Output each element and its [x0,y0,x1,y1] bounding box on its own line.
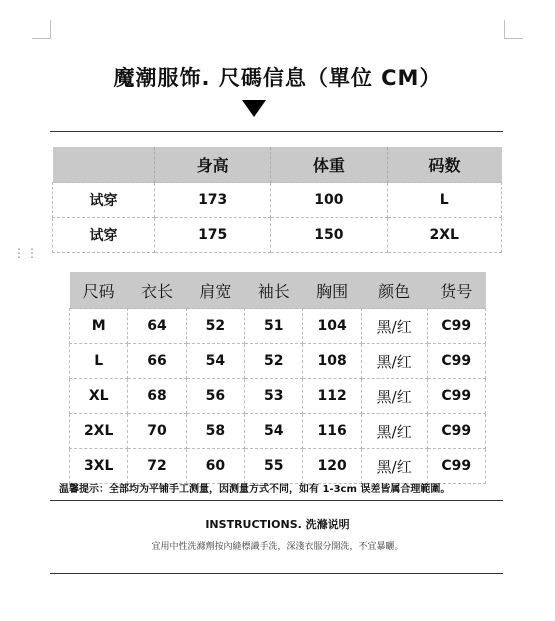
table-row [70,309,486,344]
table-cell: 黑/红 [361,309,427,344]
down-arrow-icon [242,100,266,117]
header-cell: 颜色 [361,272,427,309]
header-cell: 尺码 [70,272,128,309]
table-cell: XL [70,379,128,414]
table-cell: 60 [186,449,244,484]
header-cell: 袖长 [245,272,303,309]
table-cell: 2XL [387,218,501,253]
header-cell: 体重 [271,147,387,183]
table-cell: 试穿 [53,218,155,253]
table-cell: 黑/红 [361,344,427,379]
table-cell: 175 [155,218,271,253]
table-cell: 104 [303,309,361,344]
table-cell: 108 [303,344,361,379]
table-cell: 58 [186,414,244,449]
table-cell: 72 [128,449,186,484]
measurement-note: 温馨提示：全部均为平铺手工测量，因测量方式不同，如有 1-3cm 误差皆属合理範圍。 [59,484,451,495]
size-table-header [70,272,486,309]
table-row [70,414,486,449]
fit-table-header [53,147,502,183]
instructions-text: 宜用中性洗滌劑按內縫標識手洗，深淺衣服分開洗，不宜暴曬。 [151,542,404,552]
drag-handle-icon[interactable]: ⋮⋮ [13,246,39,260]
header-cell: 衣长 [128,272,186,309]
table-cell: 56 [186,379,244,414]
divider [50,131,503,132]
table-row [70,449,486,484]
table-cell: 66 [128,344,186,379]
page-corner-mark [504,20,523,39]
table-cell: 3XL [70,449,128,484]
table-row [53,218,502,253]
header-cell: 胸围 [303,272,361,309]
table-cell: 黑/红 [361,449,427,484]
page-title: 魔潮服饰. 尺碼信息（單位 CM） [113,66,442,90]
table-cell: 55 [245,449,303,484]
table-cell: 2XL [70,414,128,449]
table-cell: 54 [186,344,244,379]
table-cell: 51 [245,309,303,344]
table-cell: 试穿 [53,183,155,218]
table-row [53,183,502,218]
table-cell: C99 [427,414,485,449]
table-cell: 150 [271,218,387,253]
divider [50,573,503,574]
fit-table [52,147,502,253]
table-cell: C99 [427,449,485,484]
header-cell: 货号 [427,272,485,309]
table-row [70,344,486,379]
table-cell: C99 [427,309,485,344]
table-cell: 54 [245,414,303,449]
table-cell: 116 [303,414,361,449]
table-cell: C99 [427,344,485,379]
header-cell: 身高 [155,147,271,183]
divider [50,500,503,501]
instructions-title: INSTRUCTIONS. 洗滌说明 [205,518,350,531]
table-cell: L [70,344,128,379]
size-table [69,272,486,484]
table-cell: 52 [186,309,244,344]
table-cell: M [70,309,128,344]
table-cell: 100 [271,183,387,218]
table-row [70,379,486,414]
table-cell: 64 [128,309,186,344]
header-cell: 肩宽 [186,272,244,309]
table-cell: 173 [155,183,271,218]
table-cell: 120 [303,449,361,484]
table-cell: C99 [427,379,485,414]
header-cell: 码数 [387,147,501,183]
table-cell: 112 [303,379,361,414]
table-cell: 68 [128,379,186,414]
table-cell: 53 [245,379,303,414]
table-cell: 黑/红 [361,379,427,414]
table-cell: 52 [245,344,303,379]
page-corner-mark [32,20,51,39]
table-cell: 70 [128,414,186,449]
table-cell: L [387,183,501,218]
table-cell: 黑/红 [361,414,427,449]
header-cell [53,147,155,183]
